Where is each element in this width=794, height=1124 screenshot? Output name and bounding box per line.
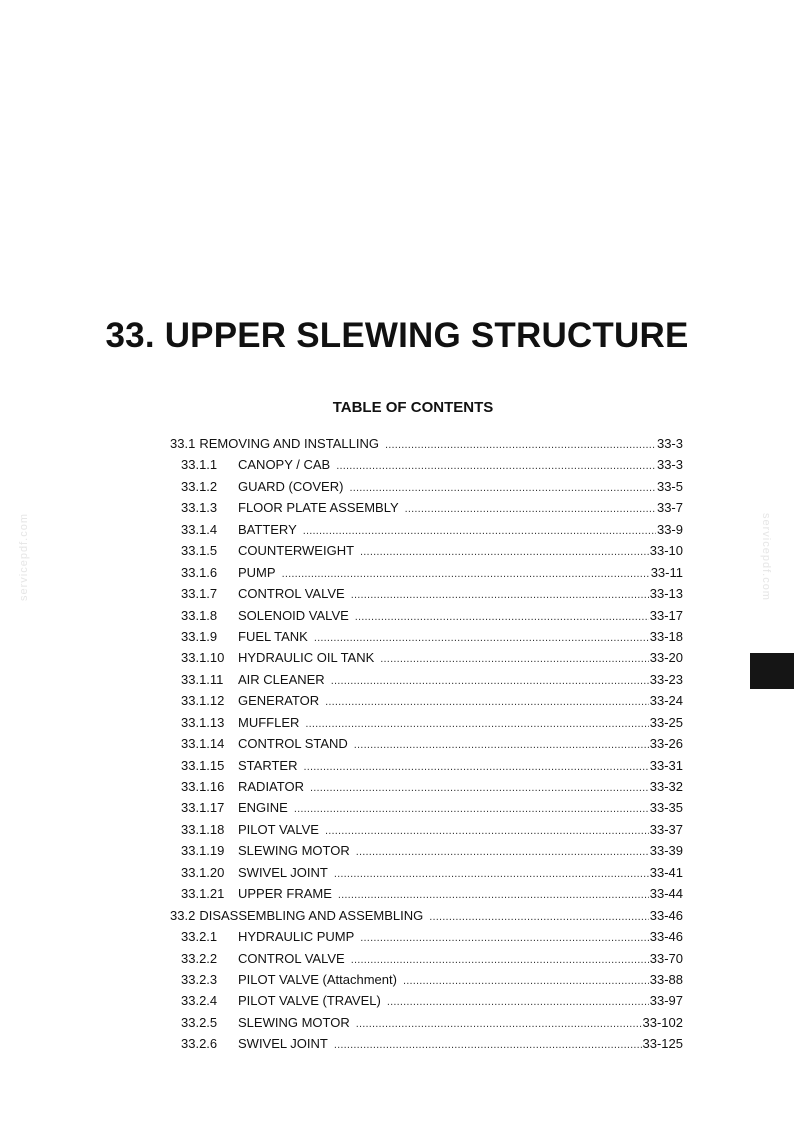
toc-row-content	[181, 629, 683, 646]
toc-number: 33.1.13	[181, 714, 225, 730]
toc-page-number: 33-20	[649, 650, 683, 666]
toc-number: 33.1.7	[181, 586, 218, 602]
toc-row-content	[181, 865, 683, 882]
toc-number: 33.1.15	[181, 757, 225, 773]
dot-leader	[305, 716, 648, 732]
toc-title: CONTROL STAND	[238, 736, 348, 752]
toc-number: 33.1.12	[181, 693, 225, 709]
toc-number: 33.1.21	[181, 886, 225, 902]
toc-subsection-row[interactable]	[0, 929, 794, 950]
dot-leader	[356, 1016, 642, 1032]
toc-title: PILOT VALVE	[238, 821, 319, 837]
toc-subsection-row[interactable]	[0, 972, 794, 993]
toc-subsection-row[interactable]	[0, 779, 794, 800]
toc-number: 33.2.6	[181, 1036, 218, 1052]
dot-leader	[282, 566, 650, 582]
dot-leader	[325, 823, 649, 839]
toc-title: BATTERY	[238, 521, 297, 537]
toc-title: SLEWING MOTOR	[238, 843, 350, 859]
toc-subsection-row[interactable]	[0, 457, 794, 478]
dot-leader	[387, 994, 649, 1010]
toc-number: 33.1.3	[181, 500, 218, 516]
toc-page-number: 33-26	[649, 736, 683, 752]
toc-row-content	[170, 908, 683, 925]
toc-subsection-row[interactable]	[0, 522, 794, 543]
toc-subsection-row[interactable]	[0, 672, 794, 693]
toc-title: SWIVEL JOINT	[238, 1036, 328, 1052]
toc-title: SOLENOID VALVE	[238, 607, 349, 623]
watermark-right: servicepdf.com	[760, 513, 772, 601]
toc-number: 33.1.10	[181, 650, 225, 666]
toc-row-content	[181, 972, 683, 989]
toc-number: 33.1.9	[181, 628, 218, 644]
dot-leader	[354, 737, 649, 753]
toc-number: 33.1.19	[181, 843, 225, 859]
toc-subsection-row[interactable]	[0, 629, 794, 650]
toc-subsection-row[interactable]	[0, 565, 794, 586]
toc-number: 33.2.3	[181, 971, 218, 987]
toc-number: 33.1.17	[181, 800, 225, 816]
toc-subsection-row[interactable]	[0, 500, 794, 521]
toc-row-content	[181, 693, 683, 710]
toc-subsection-row[interactable]	[0, 586, 794, 607]
toc-title: PUMP	[238, 564, 276, 580]
toc-subsection-row[interactable]	[0, 800, 794, 821]
dot-leader	[331, 673, 649, 689]
toc-page-number: 33-32	[649, 779, 683, 794]
toc-title: ENGINE	[238, 800, 288, 816]
toc-page-number: 33-102	[642, 1014, 683, 1030]
toc-page-number: 33-24	[649, 693, 683, 709]
toc-title: RADIATOR	[238, 779, 304, 794]
toc-title: GUARD (COVER)	[238, 478, 344, 494]
toc-subsection-row[interactable]	[0, 736, 794, 757]
toc-number: 33.1.5	[181, 543, 218, 559]
toc-row-content	[181, 457, 683, 474]
dot-leader	[294, 801, 649, 817]
toc-subsection-row[interactable]	[0, 822, 794, 843]
toc-row-content	[170, 436, 683, 453]
toc-row-content	[181, 1036, 683, 1053]
toc-number: 33.1.6	[181, 564, 218, 580]
toc-row-content	[181, 779, 683, 796]
toc-page-number: 33-31	[649, 757, 683, 773]
toc-heading: TABLE OF CONTENTS	[332, 399, 494, 416]
dot-leader	[303, 759, 648, 775]
dot-leader	[349, 480, 656, 496]
toc-number: 33.1.20	[181, 864, 225, 880]
toc-page-number: 33-88	[649, 971, 683, 987]
toc-page-number: 33-125	[642, 1036, 683, 1052]
toc-row-content	[181, 543, 683, 560]
toc-number: 33.1.18	[181, 821, 225, 837]
dot-leader	[310, 780, 649, 796]
toc-title: UPPER FRAME	[238, 886, 332, 902]
toc-row-content	[181, 586, 683, 603]
toc-title: STARTER	[238, 757, 298, 773]
toc-row-content	[181, 758, 683, 775]
toc-page-number: 33-7	[656, 500, 683, 516]
toc-number: 33.1.11	[181, 671, 224, 687]
toc-subsection-row[interactable]	[0, 543, 794, 564]
toc-number: 33.2.1	[181, 929, 218, 945]
toc-row-content	[181, 993, 683, 1010]
toc-title: FUEL TANK	[238, 628, 308, 644]
toc-row-content	[181, 672, 683, 689]
toc-row-content	[181, 608, 683, 625]
toc-page-number: 33-18	[649, 628, 683, 644]
dot-leader	[336, 458, 656, 474]
toc-row-content	[181, 479, 683, 496]
toc-page-number: 33-5	[656, 478, 683, 494]
section-index-tab	[750, 653, 794, 689]
toc-row-content	[181, 843, 683, 860]
toc-number: 33.1.14	[181, 736, 225, 752]
toc-page-number: 33-39	[649, 843, 683, 859]
toc-page-number: 33-70	[649, 950, 683, 966]
toc-number: 33.1.1	[181, 457, 218, 473]
toc-subsection-row[interactable]	[0, 1036, 794, 1057]
toc-subsection-row[interactable]	[0, 843, 794, 864]
toc-title: FLOOR PLATE ASSEMBLY	[238, 500, 399, 516]
toc-number: 33.2.2	[181, 950, 218, 966]
toc-row-content	[181, 800, 683, 817]
toc-title: REMOVING AND INSTALLING	[199, 436, 379, 451]
toc-number: 33.1.16	[181, 779, 225, 794]
dot-leader	[403, 973, 649, 989]
toc-row-content	[181, 1015, 683, 1032]
toc-row-content	[181, 951, 683, 968]
toc-page-number: 33-9	[656, 521, 683, 537]
toc-row-content	[181, 886, 683, 903]
dot-leader	[351, 952, 649, 968]
dot-leader	[405, 501, 656, 517]
toc-page-number: 33-3	[656, 457, 683, 473]
chapter-title: 33. UPPER SLEWING STRUCTURE	[105, 316, 689, 355]
toc-title: COUNTERWEIGHT	[238, 543, 355, 559]
dot-leader	[338, 887, 649, 903]
toc-title: SWIVEL JOINT	[238, 864, 328, 880]
toc-page-number: 33-3	[656, 436, 683, 451]
dot-leader	[334, 866, 649, 882]
toc-row-content	[181, 565, 683, 582]
toc-section-row[interactable]	[0, 436, 794, 457]
toc-subsection-row[interactable]	[0, 886, 794, 907]
toc-title: CONTROL VALVE	[238, 586, 345, 602]
dot-leader	[351, 587, 649, 603]
dot-leader	[356, 844, 649, 860]
toc-page-number: 33-11	[650, 564, 683, 580]
toc-subsection-row[interactable]	[0, 1015, 794, 1036]
toc-title: CONTROL VALVE	[238, 950, 345, 966]
toc-subsection-row[interactable]	[0, 650, 794, 671]
dot-leader	[334, 1037, 642, 1053]
toc-title: PILOT VALVE (Attachment)	[238, 971, 397, 987]
dot-leader	[360, 544, 649, 560]
toc-title: DISASSEMBLING AND ASSEMBLING	[199, 907, 424, 923]
toc-row-content	[181, 929, 683, 946]
dot-leader	[385, 437, 656, 453]
toc-title: HYDRAULIC PUMP	[238, 929, 355, 945]
dot-leader	[303, 523, 656, 539]
toc-title: GENERATOR	[238, 693, 320, 709]
toc-page-number: 33-97	[649, 993, 683, 1009]
toc-row-content	[181, 736, 683, 753]
toc-row-content	[181, 822, 683, 839]
dot-leader	[380, 651, 648, 667]
toc-page-number: 33-41	[649, 864, 683, 880]
toc-page-number: 33-23	[649, 671, 683, 687]
toc-subsection-row[interactable]	[0, 608, 794, 629]
toc-row-content	[181, 500, 683, 517]
toc-page-number: 33-44	[649, 886, 683, 902]
toc-title: CANOPY / CAB	[238, 457, 331, 473]
toc-subsection-row[interactable]	[0, 693, 794, 714]
toc-title: PILOT VALVE (TRAVEL)	[238, 993, 381, 1009]
toc-subsection-row[interactable]	[0, 865, 794, 886]
toc-title: SLEWING MOTOR	[238, 1014, 350, 1030]
toc-number: 33.1.8	[181, 607, 218, 623]
toc-title: MUFFLER	[238, 714, 300, 730]
table-of-contents	[0, 436, 794, 1058]
toc-number: 33.1	[170, 436, 196, 451]
toc-page-number: 33-25	[649, 714, 683, 730]
dot-leader	[360, 930, 648, 946]
toc-page-number: 33-46	[649, 907, 683, 923]
toc-page-number: 33-17	[649, 607, 683, 623]
watermark-left: servicepdf.com	[18, 513, 30, 601]
toc-row-content	[181, 650, 683, 667]
toc-page-number: 33-46	[649, 929, 683, 945]
toc-row-content	[181, 715, 683, 732]
toc-title: AIR CLEANER	[238, 671, 325, 687]
toc-subsection-row[interactable]	[0, 715, 794, 736]
toc-number: 33.1.4	[181, 521, 218, 537]
dot-leader	[325, 694, 649, 710]
toc-number: 33.2.4	[181, 993, 218, 1009]
toc-number: 33.2	[170, 907, 196, 923]
toc-number: 33.1.2	[181, 478, 218, 494]
toc-page-number: 33-37	[649, 821, 683, 837]
toc-number: 33.2.5	[181, 1014, 218, 1030]
toc-subsection-row[interactable]	[0, 758, 794, 779]
toc-page-number: 33-35	[649, 800, 683, 816]
toc-subsection-row[interactable]	[0, 479, 794, 500]
toc-subsection-row[interactable]	[0, 993, 794, 1014]
toc-title: HYDRAULIC OIL TANK	[238, 650, 375, 666]
dot-leader	[314, 630, 649, 646]
toc-row-content	[181, 522, 683, 539]
dot-leader	[355, 609, 649, 625]
toc-subsection-row[interactable]	[0, 951, 794, 972]
toc-page-number: 33-10	[649, 543, 683, 559]
dot-leader	[429, 909, 648, 925]
toc-page-number: 33-13	[649, 586, 683, 602]
toc-section-row[interactable]	[0, 908, 794, 929]
